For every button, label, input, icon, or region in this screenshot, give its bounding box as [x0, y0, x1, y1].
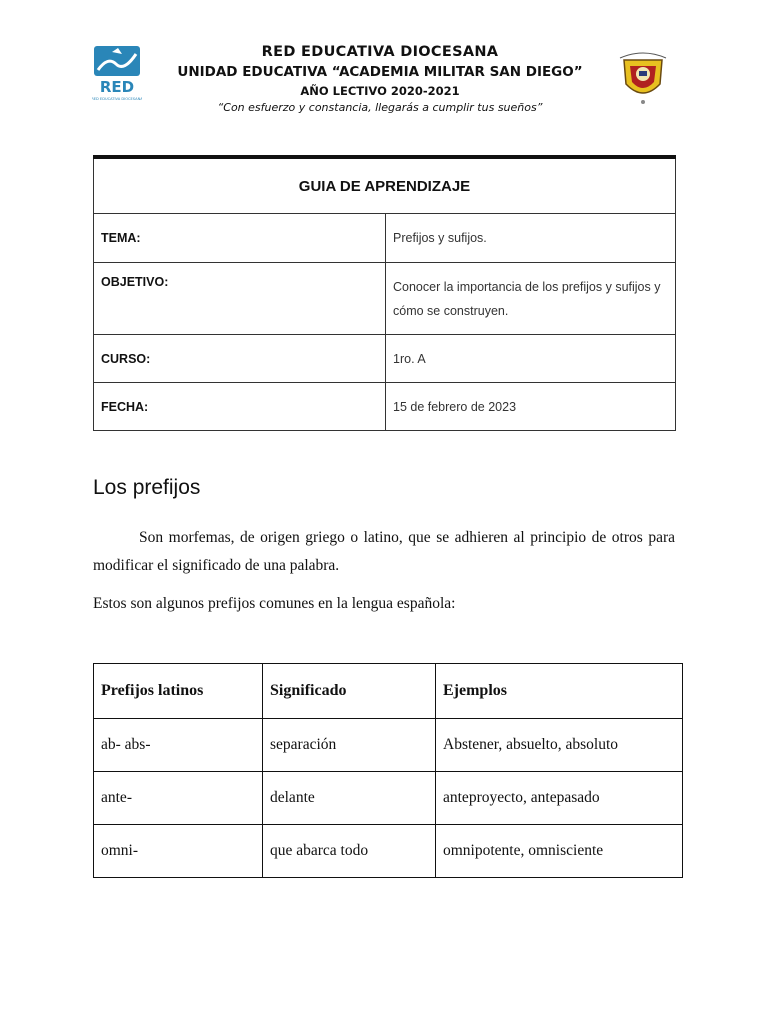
- meaning-cell: separación: [263, 719, 436, 772]
- header-prefix: Prefijos latinos: [94, 664, 263, 719]
- red-educativa-logo: [92, 46, 142, 102]
- school-year: AÑO LECTIVO 2020-2021: [300, 84, 460, 98]
- curso-label: CURSO:: [94, 335, 386, 383]
- examples-cell: Abstener, absuelto, absoluto: [436, 719, 683, 772]
- meaning-cell: que abarca todo: [263, 825, 436, 878]
- latin-prefixes-table: [93, 663, 683, 878]
- examples-cell: anteproyecto, antepasado: [436, 772, 683, 825]
- guide-title-row: [94, 157, 676, 214]
- guide-row-curso: [94, 335, 676, 383]
- guide-row-objetivo: [94, 263, 676, 335]
- fecha-value: 15 de febrero de 2023: [386, 383, 676, 431]
- examples-cell: omnipotente, omnisciente: [436, 825, 683, 878]
- table-row: [94, 825, 683, 878]
- prefix-table-header: [94, 664, 683, 719]
- prefix-cell: omni-: [94, 825, 263, 878]
- learning-guide-table: [93, 155, 676, 431]
- guide-row-tema: [94, 214, 676, 263]
- header-examples: Ejemplos: [436, 664, 683, 719]
- table-row: [94, 772, 683, 825]
- objetivo-label: OBJETIVO:: [94, 263, 386, 335]
- section-title: Los prefijos: [93, 476, 201, 499]
- prefix-cell: ab- abs-: [94, 719, 263, 772]
- school-name: UNIDAD EDUCATIVA “ACADEMIA MILITAR SAN DIEGO”: [177, 64, 583, 80]
- fecha-label: FECHA:: [94, 383, 386, 431]
- objetivo-value: Conocer la importancia de los prefijos y sufijos y cómo se construyen.: [386, 263, 676, 335]
- network-name: RED EDUCATIVA DIOCESANA: [261, 44, 499, 60]
- guide-row-fecha: [94, 383, 676, 431]
- academy-crest-icon: [610, 44, 676, 110]
- tema-label: TEMA:: [94, 214, 386, 263]
- intro-paragraph: Estos son algunos prefijos comunes en la lengua española:: [93, 595, 456, 612]
- school-motto: “Con esfuerzo y constancia, llegarás a cumplir tus sueños”: [217, 101, 543, 114]
- logo-left-caption: RED EDUCATIVA DIOCESANA: [92, 97, 142, 101]
- document-header: [0, 38, 768, 118]
- tema-value: Prefijos y sufijos.: [386, 214, 676, 263]
- definition-paragraph: Son morfemas, de origen griego o latino, que se adhieren al principio de otros para modificar el significado de una palabra.: [93, 529, 675, 574]
- prefix-cell: ante-: [94, 772, 263, 825]
- guide-title: GUIA DE APRENDIZAJE: [94, 157, 676, 214]
- logo-left-text: RED: [99, 78, 135, 96]
- table-row: [94, 719, 683, 772]
- header-meaning: Significado: [263, 664, 436, 719]
- curso-value: 1ro. A: [386, 335, 676, 383]
- meaning-cell: delante: [263, 772, 436, 825]
- header-text: [160, 42, 600, 116]
